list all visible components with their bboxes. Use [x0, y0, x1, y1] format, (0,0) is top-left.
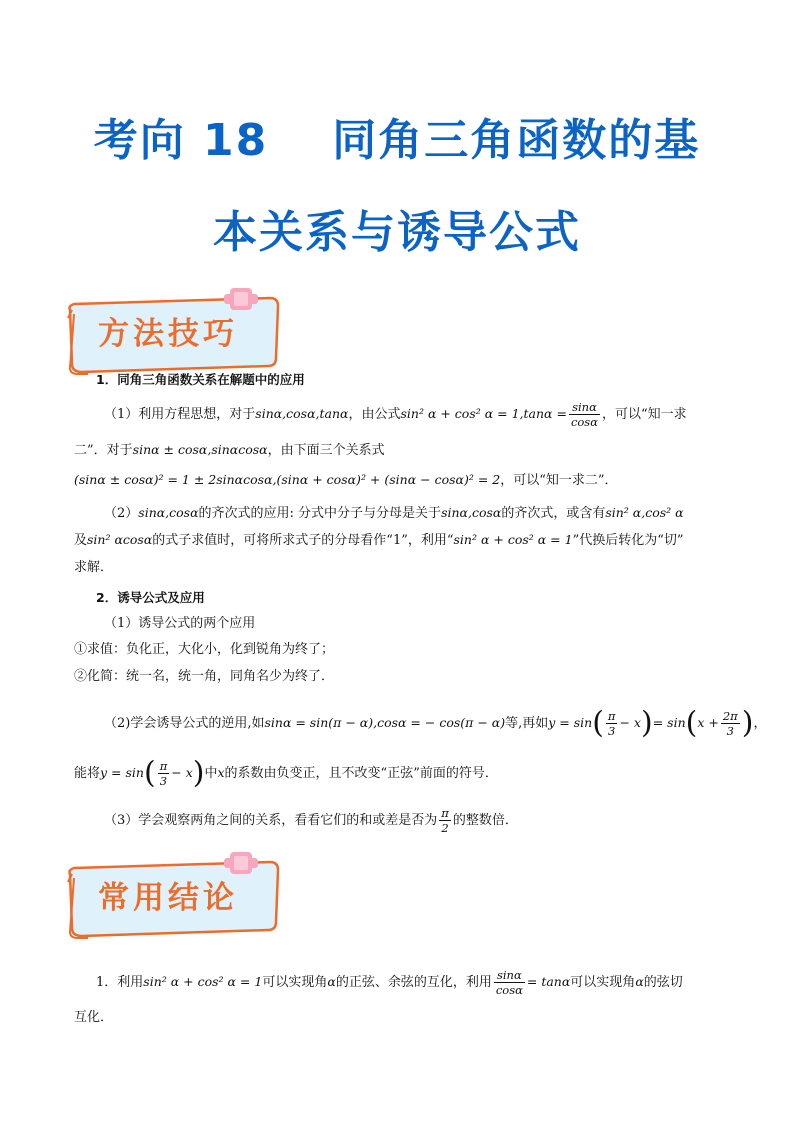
conclusion-1-line1: 1．利用sin² α + cos² α = 1可以实现角α的正弦、余弦的互化，利用 $\frac{\sin\alpha}{\cos\alpha}$ = tanα可以实现角α的弦切: [96, 968, 683, 997]
fraction-2pi-3: $\frac{2\pi}{3}$: [722, 709, 738, 738]
induction-point-1a: ①求值：负化正，大化小，化到锐角为终了；: [74, 642, 335, 657]
fraction-sin-cos-2: $\frac{\sin\alpha}{\cos\alpha}$: [495, 968, 523, 997]
heading-2: 2．诱导公式及应用: [96, 590, 205, 605]
para-2-line1: （2）sinα,cosα的齐次式的应用: 分式中分子与分母是关于sinα,cosα的齐次式，或含有sin² α,cos² α: [104, 505, 684, 521]
induction-point-1: （1）诱导公式的两个应用: [104, 616, 256, 631]
section-label-methods: 方法技巧: [98, 316, 238, 352]
page-title-line2: 本关系与诱导公式: [213, 207, 581, 258]
para-q3: （3）学会观察两角之间的关系，看看它们的和或差是否为 $\frac{\pi}{2}$ 的整数倍．: [104, 806, 518, 835]
para-q2-line2: 能将y = sin( $\frac{\pi}{3}$ − x)中x的系数由负变正，且不改变“正弦”前面的符号．: [74, 755, 498, 791]
section-badge-conclusions: [64, 852, 286, 944]
page-title-line1: [0, 104, 794, 168]
title-part-a: 考向 18: [93, 115, 269, 166]
induction-point-1b: ②化简：统一名，统一角，同角名少为终了．: [74, 669, 335, 684]
para-1-line2: 二”．对于sinα ± cosα,sinαcosα，由下面三个关系式: [74, 442, 385, 458]
fraction-pi-3: $\frac{\pi}{3}$: [607, 709, 616, 738]
section-label-conclusions: 常用结论: [98, 880, 238, 916]
title-part-b: 同角三角函数的基: [332, 115, 701, 166]
section-badge-methods: [64, 288, 286, 380]
conclusion-1-line2: 互化．: [74, 1010, 114, 1025]
para-1-line3: (sinα ± cosα)² = 1 ± 2sinαcosα,(sinα + cosα)² + (sinα − cosα)² = 2，可以“知一求二”．: [74, 472, 618, 488]
para-2-line3: 求解．: [74, 560, 114, 575]
heading-1: 1．同角三角函数关系在解题中的应用: [96, 372, 305, 387]
fraction-pi-3-b: $\frac{\pi}{3}$: [159, 759, 168, 788]
para-2-line2: 及sin² αcosα的式子求值时，可将所求式子的分母看作“1”，利用“sin² α + cos² α = 1”代换后转化为“切”: [74, 532, 684, 548]
para-1-line1: （1）利用方程思想，对于sinα,cosα,tanα，由公式sin² α + cos² α = 1,tanα = $\frac{\sin\alpha}{\cos\alpha}$ ，可以“知一求: [104, 400, 687, 429]
para-q2-line1: （2)学会诱导公式的逆用,如sinα = sin(π − α),cosα = − cos(π − α)等,再如y = sin( $\frac{\pi}{3}$ − x)= sin(x + $\frac{2\pi}{3}$ )，: [104, 705, 767, 741]
fraction-pi-2: $\frac{\pi}{2}$: [441, 806, 449, 835]
fraction-sin-cos: $\frac{\sin\alpha}{\cos\alpha}$: [570, 400, 598, 429]
